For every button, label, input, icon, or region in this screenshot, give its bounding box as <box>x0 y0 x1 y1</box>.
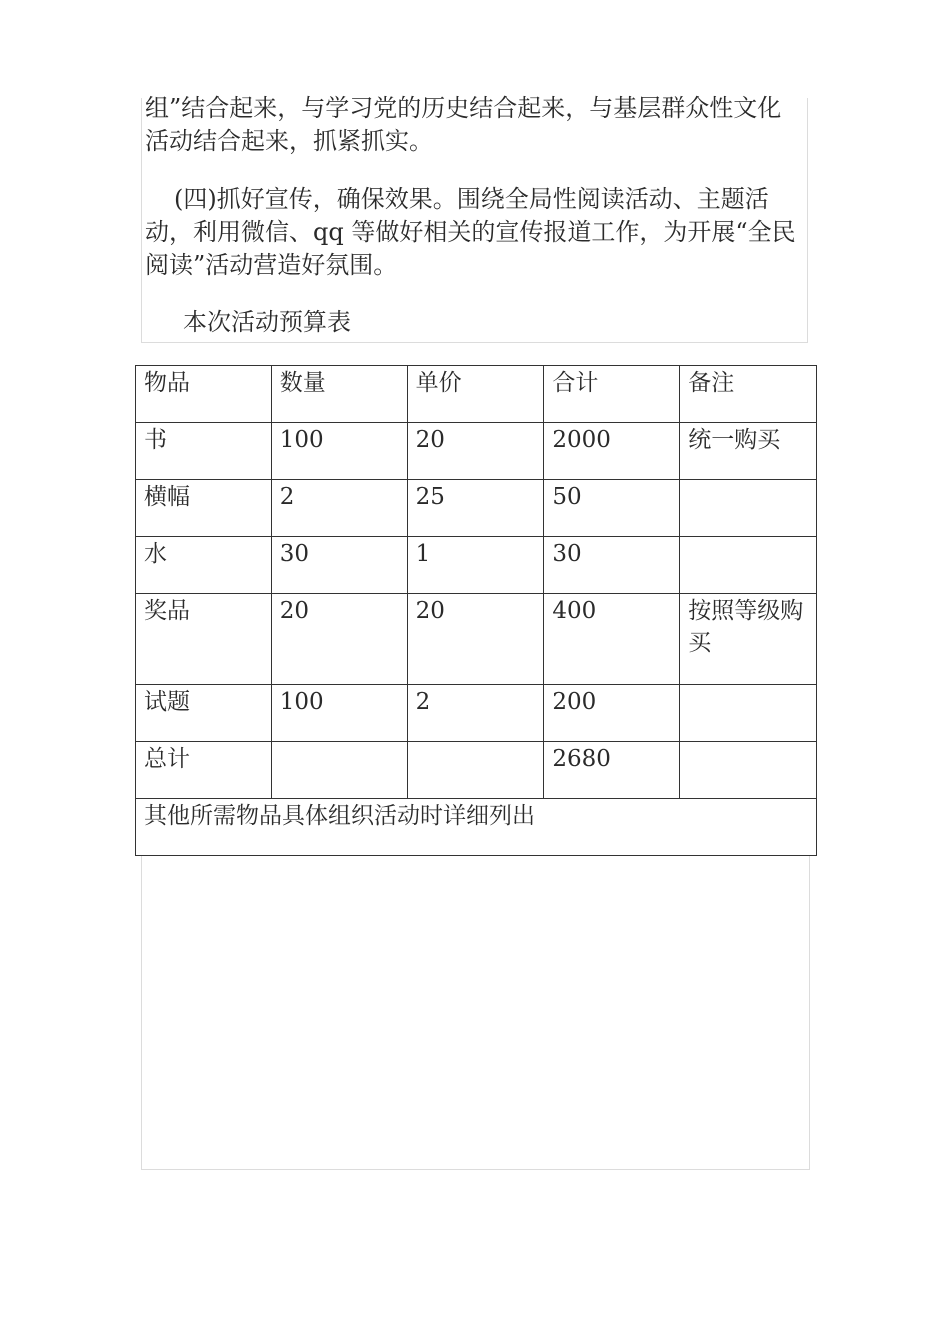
table-cell: 水 <box>136 537 272 594</box>
table-row <box>136 685 817 742</box>
header-cell: 备注 <box>680 366 817 423</box>
table-cell <box>680 742 817 799</box>
table-cell: 100 <box>271 685 407 742</box>
table-cell: 400 <box>544 594 680 685</box>
table-cell: 书 <box>136 423 272 480</box>
table-cell: 200 <box>544 685 680 742</box>
table-cell: 30 <box>271 537 407 594</box>
table-cell: 横幅 <box>136 480 272 537</box>
table-cell: 试题 <box>136 685 272 742</box>
header-cell: 合计 <box>544 366 680 423</box>
table-cell: 奖品 <box>136 594 272 685</box>
table-cell: 2 <box>407 685 544 742</box>
table-cell: 20 <box>407 423 544 480</box>
table-cell <box>680 480 817 537</box>
table-row <box>136 537 817 594</box>
table-note-cell: 其他所需物品具体组织活动时详细列出 <box>136 799 817 856</box>
budget-table <box>135 365 817 856</box>
page-frame-bottom <box>141 855 810 1170</box>
table-cell: 2680 <box>544 742 680 799</box>
table-cell: 50 <box>544 480 680 537</box>
table-cell: 20 <box>407 594 544 685</box>
table-header-row <box>136 366 817 423</box>
table-cell <box>680 537 817 594</box>
table-cell: 按照等级购买 <box>680 594 817 685</box>
table-row <box>136 480 817 537</box>
paragraph-2-text: (四)抓好宣传，确保效果。围绕全局性阅读活动、主题活动，利用微信、qq 等做好相关的宣传报道工作，为开展“全民阅读”活动营造好氛围。 <box>145 185 796 279</box>
table-cell: 20 <box>271 594 407 685</box>
header-cell: 数量 <box>271 366 407 423</box>
table-cell: 25 <box>407 480 544 537</box>
table-title: 本次活动预算表 <box>183 308 351 336</box>
paragraph-1: 组”结合起来，与学习党的历史结合起来，与基层群众性文化活动结合起来，抓紧抓实。 <box>145 94 782 155</box>
table-cell: 100 <box>271 423 407 480</box>
table-note-row <box>136 799 817 856</box>
header-cell: 单价 <box>407 366 544 423</box>
table-cell: 统一购买 <box>680 423 817 480</box>
table-cell: 2000 <box>544 423 680 480</box>
table-total-row <box>136 742 817 799</box>
table-cell <box>271 742 407 799</box>
table-cell: 30 <box>544 537 680 594</box>
paragraph-2 <box>145 183 805 282</box>
table-row <box>136 423 817 480</box>
table-cell <box>407 742 544 799</box>
table-cell <box>680 685 817 742</box>
table-cell: 2 <box>271 480 407 537</box>
header-cell: 物品 <box>136 366 272 423</box>
table-cell: 总计 <box>136 742 272 799</box>
table-cell: 1 <box>407 537 544 594</box>
table-row <box>136 594 817 685</box>
